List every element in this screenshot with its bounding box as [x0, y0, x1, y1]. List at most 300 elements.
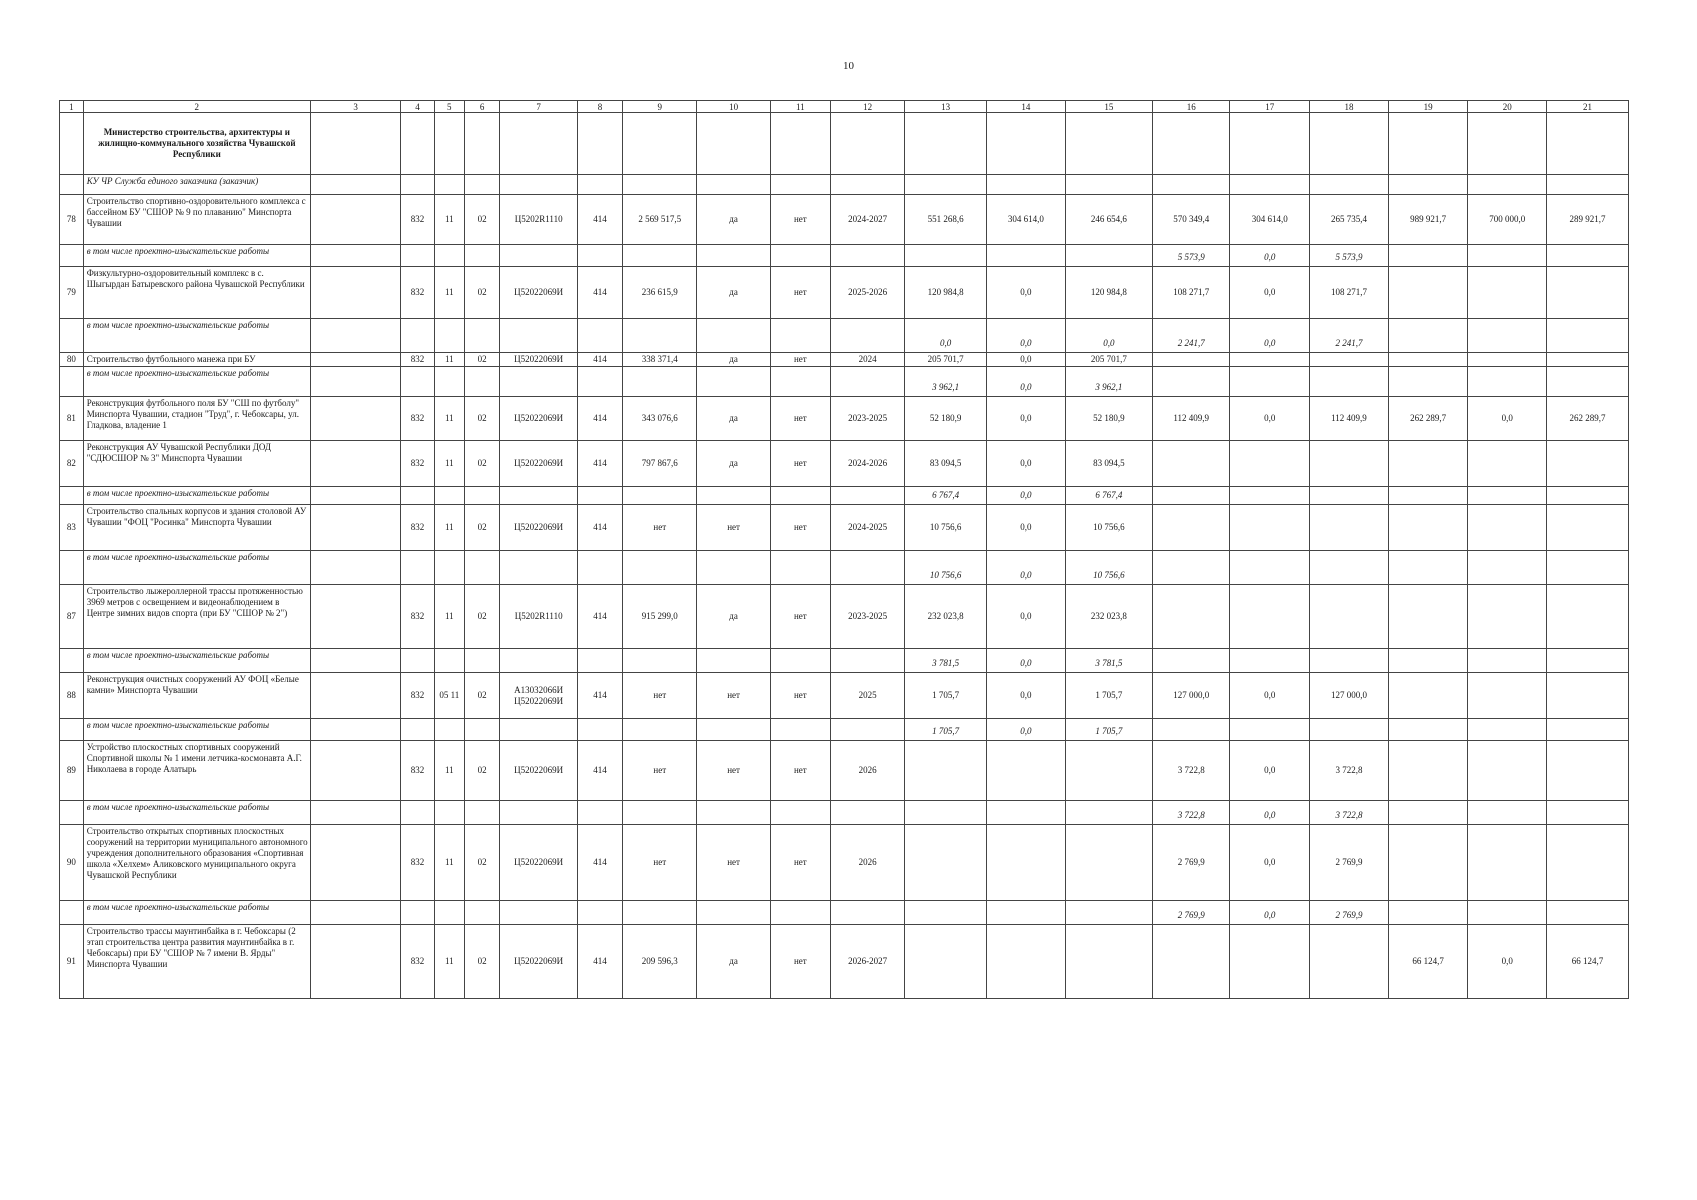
empty-cell	[770, 319, 830, 353]
sub-cell-col-17: 0,0	[1230, 901, 1310, 925]
cell-col-20: 0,0	[1468, 925, 1547, 999]
empty-cell	[1230, 175, 1310, 195]
empty-cell	[770, 245, 830, 267]
empty-cell	[905, 113, 987, 175]
empty-cell	[401, 801, 434, 825]
empty-cell	[401, 245, 434, 267]
sub-cell-col-21	[1547, 901, 1629, 925]
table-row	[60, 741, 1629, 801]
empty-cell	[401, 487, 434, 505]
sub-cell-col-16	[1152, 367, 1230, 397]
column-header: 3	[310, 101, 400, 113]
sub-cell-col-20	[1468, 901, 1547, 925]
sub-cell-col-20	[1468, 367, 1547, 397]
cell-col-6: 02	[464, 441, 500, 487]
empty-cell	[770, 901, 830, 925]
object-name: Строительство трассы маунтинбайка в г. Чебоксары (2 этап строительства центра развития маунтинбайка в г. Чебоксары) при БУ "СШОР № 7 имени В. Ярды" Минспорта Чувашии	[83, 925, 310, 999]
cell-col-16	[1152, 585, 1230, 649]
cell-col-13: 10 756,6	[905, 505, 987, 551]
subrow-design-works	[60, 649, 1629, 673]
column-header: 20	[1468, 101, 1547, 113]
table-row	[60, 673, 1629, 719]
cell-col-11: нет	[770, 505, 830, 551]
sub-cell-col-14	[987, 245, 1066, 267]
column-header: 5	[434, 101, 464, 113]
cell-col-20: 700 000,0	[1468, 195, 1547, 245]
page-number: 10	[843, 60, 854, 72]
empty-cell	[623, 719, 697, 741]
column-header: 10	[697, 101, 770, 113]
cell-col-17: 0,0	[1230, 397, 1310, 441]
cell-col-17	[1230, 585, 1310, 649]
empty-cell	[830, 487, 904, 505]
cell-col-19: 66 124,7	[1388, 925, 1468, 999]
empty-cell	[310, 195, 400, 245]
empty-cell	[310, 353, 400, 367]
empty-cell	[310, 175, 400, 195]
sub-cell-col-20	[1468, 319, 1547, 353]
sub-cell-col-14: 0,0	[987, 719, 1066, 741]
cell-col-9: 915 299,0	[623, 585, 697, 649]
sub-cell-col-18	[1310, 551, 1389, 585]
subrow-design-works	[60, 719, 1629, 741]
empty-cell	[401, 367, 434, 397]
empty-cell	[987, 175, 1066, 195]
sub-cell-col-15: 3 962,1	[1065, 367, 1152, 397]
cell-col-16	[1152, 353, 1230, 367]
column-header: 1	[60, 101, 84, 113]
cell-col-17	[1230, 505, 1310, 551]
column-header: 7	[500, 101, 578, 113]
table-row	[60, 175, 1629, 195]
subrow-design-works	[60, 551, 1629, 585]
cell-col-5: 11	[434, 825, 464, 901]
empty-cell	[464, 801, 500, 825]
cell-col-5: 11	[434, 195, 464, 245]
empty-cell	[770, 649, 830, 673]
subrow-design-works	[60, 245, 1629, 267]
empty-cell	[434, 901, 464, 925]
sub-cell-col-19	[1388, 245, 1468, 267]
cell-col-5: 11	[434, 267, 464, 319]
column-header: 16	[1152, 101, 1230, 113]
cell-col-15	[1065, 825, 1152, 901]
cell-col-17: 0,0	[1230, 825, 1310, 901]
cell-col-15: 52 180,9	[1065, 397, 1152, 441]
cell-col-9: нет	[623, 505, 697, 551]
sub-cell-col-16	[1152, 487, 1230, 505]
empty-cell	[60, 649, 84, 673]
empty-cell	[500, 245, 578, 267]
sub-cell-col-13: 0,0	[905, 319, 987, 353]
sub-cell-col-13	[905, 901, 987, 925]
cell-col-16: 108 271,7	[1152, 267, 1230, 319]
sub-cell-col-16	[1152, 649, 1230, 673]
empty-cell	[464, 719, 500, 741]
cell-col-15: 83 094,5	[1065, 441, 1152, 487]
cell-col-6: 02	[464, 925, 500, 999]
cell-col-19	[1388, 505, 1468, 551]
cell-col-10: да	[697, 195, 770, 245]
subrow-label: в том числе проектно-изыскательские работы	[83, 487, 310, 505]
empty-cell	[577, 245, 622, 267]
cell-col-6: 02	[464, 585, 500, 649]
cell-col-12: 2023-2025	[830, 585, 904, 649]
cell-col-6: 02	[464, 673, 500, 719]
cell-col-10: да	[697, 267, 770, 319]
empty-cell	[310, 801, 400, 825]
subrow-label: в том числе проектно-изыскательские работы	[83, 901, 310, 925]
cell-col-11: нет	[770, 441, 830, 487]
investment-table-sheet	[59, 100, 1629, 999]
cell-col-12: 2026	[830, 741, 904, 801]
column-header: 21	[1547, 101, 1629, 113]
cell-col-12: 2025-2026	[830, 267, 904, 319]
cell-col-21	[1547, 267, 1629, 319]
sub-cell-col-18: 2 769,9	[1310, 901, 1389, 925]
empty-cell	[577, 901, 622, 925]
sub-cell-col-15: 6 767,4	[1065, 487, 1152, 505]
cell-col-14: 0,0	[987, 441, 1066, 487]
sub-cell-col-16: 3 722,8	[1152, 801, 1230, 825]
empty-cell	[987, 113, 1066, 175]
column-header: 9	[623, 101, 697, 113]
sub-cell-col-16: 2 241,7	[1152, 319, 1230, 353]
sub-cell-col-15: 10 756,6	[1065, 551, 1152, 585]
cell-col-21	[1547, 673, 1629, 719]
empty-cell	[500, 901, 578, 925]
cell-col-14: 304 614,0	[987, 195, 1066, 245]
empty-cell	[464, 175, 500, 195]
cell-col-11: нет	[770, 673, 830, 719]
cell-col-18	[1310, 353, 1389, 367]
empty-cell	[500, 719, 578, 741]
cell-col-10: нет	[697, 505, 770, 551]
sub-cell-col-18	[1310, 367, 1389, 397]
empty-cell	[401, 319, 434, 353]
empty-cell	[310, 505, 400, 551]
empty-cell	[905, 175, 987, 195]
subrow-design-works	[60, 367, 1629, 397]
empty-cell	[1152, 113, 1230, 175]
subrow-design-works	[60, 801, 1629, 825]
sub-cell-col-17	[1230, 367, 1310, 397]
sub-cell-col-15	[1065, 245, 1152, 267]
cell-col-8: 414	[577, 673, 622, 719]
cell-col-21: 289 921,7	[1547, 195, 1629, 245]
column-header: 14	[987, 101, 1066, 113]
cell-col-7: Ц52022069И	[500, 741, 578, 801]
sub-cell-col-13: 3 781,5	[905, 649, 987, 673]
sub-cell-col-21	[1547, 649, 1629, 673]
cell-col-18	[1310, 441, 1389, 487]
cell-col-17	[1230, 441, 1310, 487]
cell-col-8: 414	[577, 441, 622, 487]
empty-cell	[577, 367, 622, 397]
cell-col-19: 262 289,7	[1388, 397, 1468, 441]
cell-col-12: 2024-2025	[830, 505, 904, 551]
column-header: 12	[830, 101, 904, 113]
cell-col-5: 11	[434, 397, 464, 441]
empty-cell	[830, 113, 904, 175]
cell-col-7: Ц52022069И	[500, 397, 578, 441]
empty-cell	[434, 367, 464, 397]
subrow-label: в том числе проектно-изыскательские работы	[83, 551, 310, 585]
cell-col-14: 0,0	[987, 673, 1066, 719]
empty-cell	[464, 245, 500, 267]
column-header: 15	[1065, 101, 1152, 113]
cell-col-16	[1152, 441, 1230, 487]
cell-col-17: 304 614,0	[1230, 195, 1310, 245]
cell-col-21: 262 289,7	[1547, 397, 1629, 441]
empty-cell	[60, 801, 84, 825]
empty-cell	[623, 487, 697, 505]
sub-cell-col-20	[1468, 801, 1547, 825]
cell-col-5: 11	[434, 441, 464, 487]
cell-col-7: Ц5202R1110	[500, 195, 578, 245]
empty-cell	[1388, 175, 1468, 195]
empty-cell	[60, 367, 84, 397]
cell-col-4: 832	[401, 441, 434, 487]
cell-col-10: да	[697, 925, 770, 999]
cell-col-12: 2023-2025	[830, 397, 904, 441]
cell-col-17: 0,0	[1230, 741, 1310, 801]
cell-col-19: 989 921,7	[1388, 195, 1468, 245]
cell-col-11: нет	[770, 585, 830, 649]
empty-cell	[310, 397, 400, 441]
empty-cell	[697, 113, 770, 175]
object-name: Строительство открытых спортивных плоскостных сооружений на территории муниципального автономного учреждения дополнительного образования «Спортивная школа «Хелхем» Аликовского муниципального округа Чувашской Республики	[83, 825, 310, 901]
empty-cell	[401, 719, 434, 741]
cell-col-5: 11	[434, 505, 464, 551]
cell-col-15: 1 705,7	[1065, 673, 1152, 719]
table-row	[60, 195, 1629, 245]
sub-cell-col-21	[1547, 487, 1629, 505]
empty-cell	[830, 175, 904, 195]
sub-cell-col-15	[1065, 901, 1152, 925]
cell-col-21	[1547, 585, 1629, 649]
cell-col-10: нет	[697, 741, 770, 801]
empty-cell	[434, 649, 464, 673]
sub-cell-col-13: 3 962,1	[905, 367, 987, 397]
empty-cell	[310, 901, 400, 925]
cell-col-21	[1547, 353, 1629, 367]
sub-cell-col-19	[1388, 487, 1468, 505]
cell-col-8: 414	[577, 825, 622, 901]
cell-col-5: 11	[434, 585, 464, 649]
empty-cell	[60, 319, 84, 353]
empty-cell	[1468, 175, 1547, 195]
cell-col-6: 02	[464, 825, 500, 901]
sub-cell-col-19	[1388, 801, 1468, 825]
empty-cell	[310, 741, 400, 801]
table-row	[60, 113, 1629, 175]
sub-cell-col-18	[1310, 649, 1389, 673]
sub-cell-col-18: 2 241,7	[1310, 319, 1389, 353]
empty-cell	[60, 551, 84, 585]
object-name: Строительство футбольного манежа при БУ	[83, 353, 310, 367]
cell-col-17: 0,0	[1230, 673, 1310, 719]
cell-col-19	[1388, 585, 1468, 649]
cell-col-4: 832	[401, 825, 434, 901]
sub-cell-col-14: 0,0	[987, 649, 1066, 673]
sub-cell-col-17	[1230, 487, 1310, 505]
cell-col-15: 232 023,8	[1065, 585, 1152, 649]
column-header: 11	[770, 101, 830, 113]
cell-col-9: 2 569 517,5	[623, 195, 697, 245]
cell-col-16	[1152, 925, 1230, 999]
empty-cell	[310, 649, 400, 673]
empty-cell	[464, 367, 500, 397]
cell-col-16: 127 000,0	[1152, 673, 1230, 719]
cell-col-18	[1310, 585, 1389, 649]
cell-col-17	[1230, 353, 1310, 367]
empty-cell	[697, 245, 770, 267]
column-header: 13	[905, 101, 987, 113]
cell-col-10: да	[697, 585, 770, 649]
empty-cell	[577, 175, 622, 195]
cell-col-5: 11	[434, 741, 464, 801]
empty-cell	[60, 901, 84, 925]
header-row	[60, 101, 1629, 113]
empty-cell	[830, 719, 904, 741]
sub-cell-col-20	[1468, 551, 1547, 585]
cell-col-8: 414	[577, 585, 622, 649]
sub-cell-col-13: 10 756,6	[905, 551, 987, 585]
cell-col-12: 2025	[830, 673, 904, 719]
empty-cell	[464, 113, 500, 175]
sub-cell-col-18	[1310, 487, 1389, 505]
cell-col-20	[1468, 673, 1547, 719]
cell-col-16: 2 769,9	[1152, 825, 1230, 901]
empty-cell	[310, 319, 400, 353]
cell-col-21	[1547, 505, 1629, 551]
empty-cell	[623, 551, 697, 585]
cell-col-6: 02	[464, 353, 500, 367]
empty-cell	[577, 801, 622, 825]
cell-col-10: да	[697, 397, 770, 441]
empty-cell	[401, 551, 434, 585]
sub-cell-col-17: 0,0	[1230, 319, 1310, 353]
cell-col-19	[1388, 441, 1468, 487]
column-header: 19	[1388, 101, 1468, 113]
cell-col-4: 832	[401, 353, 434, 367]
cell-col-11: нет	[770, 825, 830, 901]
sub-cell-col-17: 0,0	[1230, 245, 1310, 267]
cell-col-14	[987, 741, 1066, 801]
empty-cell	[697, 175, 770, 195]
cell-col-20	[1468, 505, 1547, 551]
column-header: 18	[1310, 101, 1389, 113]
cell-col-9: 236 615,9	[623, 267, 697, 319]
sub-cell-col-18: 3 722,8	[1310, 801, 1389, 825]
cell-col-5: 11	[434, 353, 464, 367]
sub-cell-col-16: 2 769,9	[1152, 901, 1230, 925]
empty-cell	[60, 113, 84, 175]
cell-col-8: 414	[577, 397, 622, 441]
empty-cell	[60, 175, 84, 195]
cell-col-7: Ц52022069И	[500, 441, 578, 487]
cell-col-20	[1468, 267, 1547, 319]
sub-cell-col-16	[1152, 551, 1230, 585]
cell-col-14: 0,0	[987, 585, 1066, 649]
cell-col-21	[1547, 741, 1629, 801]
cell-col-4: 832	[401, 397, 434, 441]
cell-col-19	[1388, 267, 1468, 319]
object-name: Строительство спортивно-оздоровительного комплекса с бассейном БУ "СШОР № 9 по плаванию" Минспорта Чувашии	[83, 195, 310, 245]
empty-cell	[500, 113, 578, 175]
object-name: Реконструкция АУ Чувашской Республики ДОД "СДЮСШОР № 3" Минспорта Чувашии	[83, 441, 310, 487]
sub-cell-col-13: 1 705,7	[905, 719, 987, 741]
sub-cell-col-19	[1388, 649, 1468, 673]
sub-cell-col-15: 0,0	[1065, 319, 1152, 353]
sub-cell-col-19	[1388, 719, 1468, 741]
sub-cell-col-21	[1547, 551, 1629, 585]
cell-col-7: Ц52022069И	[500, 925, 578, 999]
cell-col-4: 832	[401, 585, 434, 649]
cell-col-14	[987, 925, 1066, 999]
cell-col-13	[905, 925, 987, 999]
empty-cell	[623, 175, 697, 195]
cell-col-21	[1547, 825, 1629, 901]
cell-col-8: 414	[577, 353, 622, 367]
cell-col-11: нет	[770, 925, 830, 999]
cell-col-15: 120 984,8	[1065, 267, 1152, 319]
empty-cell	[830, 367, 904, 397]
cell-col-7: Ц52022069И	[500, 825, 578, 901]
empty-cell	[401, 901, 434, 925]
sub-cell-col-14: 0,0	[987, 319, 1066, 353]
sub-cell-col-21	[1547, 719, 1629, 741]
empty-cell	[697, 719, 770, 741]
empty-cell	[1547, 113, 1629, 175]
empty-cell	[464, 901, 500, 925]
empty-cell	[464, 319, 500, 353]
empty-cell	[1310, 113, 1389, 175]
cell-col-13: 52 180,9	[905, 397, 987, 441]
cell-col-6: 02	[464, 195, 500, 245]
cell-col-19	[1388, 673, 1468, 719]
ministry-name: Министерство строительства, архитектуры и жилищно-коммунального хозяйства Чувашской Республики	[83, 113, 310, 175]
subrow-design-works	[60, 319, 1629, 353]
table-row	[60, 267, 1629, 319]
sub-cell-col-19	[1388, 367, 1468, 397]
empty-cell	[464, 649, 500, 673]
column-header: 17	[1230, 101, 1310, 113]
empty-cell	[60, 487, 84, 505]
cell-col-13	[905, 825, 987, 901]
empty-cell	[310, 925, 400, 999]
sub-cell-col-15	[1065, 801, 1152, 825]
subrow-label: в том числе проектно-изыскательские работы	[83, 319, 310, 353]
cell-col-18: 112 409,9	[1310, 397, 1389, 441]
empty-cell	[1468, 113, 1547, 175]
table-row	[60, 925, 1629, 999]
cell-col-14: 0,0	[987, 397, 1066, 441]
cell-col-12: 2024-2026	[830, 441, 904, 487]
cell-col-21	[1547, 441, 1629, 487]
sub-cell-col-17	[1230, 719, 1310, 741]
cell-col-7: Ц52022069И	[500, 353, 578, 367]
empty-cell	[1065, 175, 1152, 195]
row-number: 90	[60, 825, 84, 901]
cell-col-9: 797 867,6	[623, 441, 697, 487]
sub-cell-col-19	[1388, 319, 1468, 353]
cell-col-18: 2 769,9	[1310, 825, 1389, 901]
empty-cell	[464, 551, 500, 585]
empty-cell	[1547, 175, 1629, 195]
sub-cell-col-13: 6 767,4	[905, 487, 987, 505]
